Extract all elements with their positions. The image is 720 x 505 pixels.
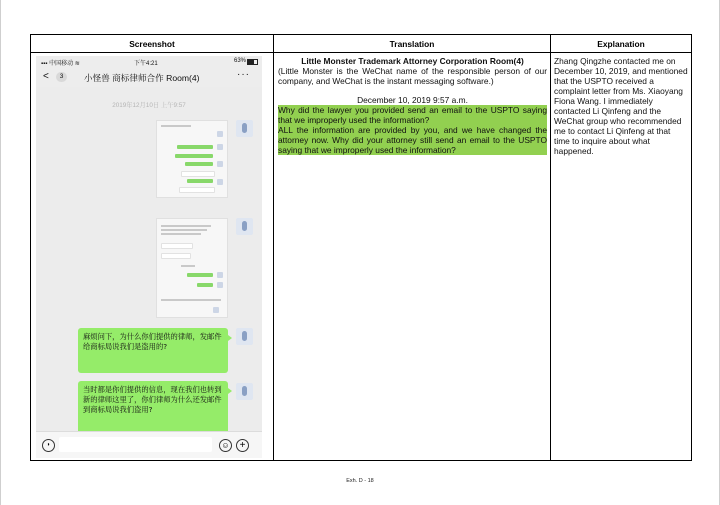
header-screenshot: Screenshot: [31, 35, 274, 53]
back-arrow-icon[interactable]: <: [43, 71, 49, 82]
unread-badge: 3: [56, 72, 67, 82]
page-border-left: [0, 0, 1, 505]
avatar[interactable]: [236, 120, 253, 137]
content-row: [31, 53, 692, 461]
chat-title: 小怪兽 商标律师合作 Room(4): [84, 73, 200, 83]
voice-icon[interactable]: ◗: [42, 439, 55, 452]
avatar[interactable]: [236, 383, 253, 400]
translation-note: (Little Monster is the WeChat name of the responsible person of our company, and WeChat is the instant messaging software.): [278, 66, 547, 86]
plus-icon[interactable]: +: [236, 439, 249, 452]
message-input[interactable]: [59, 437, 212, 452]
battery-percent: 63%: [233, 58, 246, 64]
emoji-icon[interactable]: ☺: [219, 439, 232, 452]
wechat-screenshot: [36, 56, 262, 458]
carrier: ▪▪▪ 中国移动 ≋: [41, 61, 80, 67]
translation-cell: [274, 53, 551, 461]
chat-message: 麻烦问下，为什么你们提供的律师，发邮件给商标局说我们是盗用的?: [78, 328, 228, 373]
more-icon[interactable]: ···: [237, 69, 250, 80]
translated-message: ALL the information are provided by you, and we have changed the attorney now. Why did your attorney still send an email to the USPTO saying that we improperly used the information?: [278, 125, 547, 155]
avatar[interactable]: [236, 328, 253, 345]
exhibit-table: [30, 34, 692, 461]
chat-message: 当时都是你们提供的信息，现在我们也转到新的律师这里了，你们律师为什么还发邮件到商标局说我们盗用?: [78, 381, 228, 436]
translation-title: Little Monster Trademark Attorney Corporation Room(4): [301, 56, 524, 66]
explanation-cell: [551, 53, 692, 461]
chat-header: [36, 67, 262, 87]
translation-date: December 10, 2019 9:57 a.m.: [357, 95, 468, 105]
forwarded-screenshot-1[interactable]: [156, 120, 228, 198]
explanation-text: Zhang Qingzhe contacted me on December 10, 2019, and mentioned that the USPTO received a complaint letter from Ms. Xiaoyang Fiona Wang. I immediately contacted Li Qinfeng and the WeChat group who recommended me to contact Li Qinfeng at that time to inquire about what happened.: [554, 56, 688, 156]
input-bar: [36, 431, 262, 458]
status-time: 下午4:21: [134, 61, 158, 67]
header-explanation: Explanation: [551, 35, 692, 53]
battery-icon: [247, 59, 258, 65]
exhibit-label: Exh. D - 18: [346, 478, 374, 484]
header-translation: Translation: [274, 35, 551, 53]
status-bar: [36, 56, 262, 67]
translated-message: Why did the lawyer you provided send an email to the USPTO saying that we improperly used the information?: [278, 105, 547, 125]
screenshot-cell: [31, 53, 274, 461]
header-row: [31, 35, 692, 53]
forwarded-screenshot-2[interactable]: [156, 218, 228, 318]
avatar[interactable]: [236, 218, 253, 235]
chat-timestamp: 2019年12月10日 上午9:57: [112, 102, 186, 109]
